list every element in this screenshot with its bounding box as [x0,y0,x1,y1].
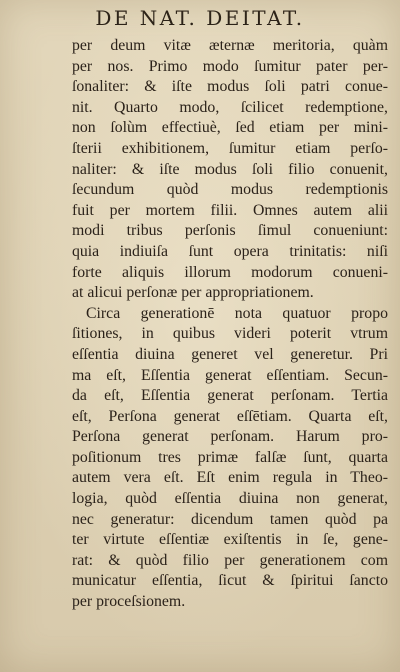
text-line: forte aliquis illorum modorum conueni- [72,263,388,281]
text-line: modi tribus perſonis ſimul conueniunt: [72,222,388,240]
text-line: ma eſt, Eſſentia generat eſſentiam. Secun- [72,366,388,384]
text-line: Perſona generat perſonam. Harum pro- [72,428,388,446]
text-line: per nos. Primo modo ſumitur pater per- [72,57,388,75]
text-line: logia, quòd eſſentia diuina non generat, [72,490,388,508]
text-line: fuit per mortem filii. Omnes autem alii [72,201,388,219]
text-line: ſterii exhibitionem, ſumitur etiam perſo- [72,139,388,157]
text-line: per deum vitæ æternæ meritoria, quàm [72,37,388,54]
text-line: non ſolùm effectiuè, ſed etiam per mini- [72,119,388,137]
body-text [72,36,388,613]
text-line: ſitiones, in quibus videri poterit vtrum [72,325,388,343]
paragraph-start-line: Circa generationē nota quatuor propo [86,304,388,322]
text-line: nit. Quarto modo, ſcilicet redemptione, [72,98,388,116]
running-head: DE NAT. DEITAT. [95,6,305,30]
text-line: poſitionum tres primæ falſæ ſunt, quarta [72,448,388,466]
text-line: nec generatur: dicendum tamen quòd pa [72,510,388,528]
text-line: quia indiuiſa ſunt opera trinitatis: niſi [72,242,388,260]
text-line: autem vera eſt. Eſt enim regula in Theo- [72,469,388,487]
text-line: ſonaliter: & iſte modus ſoli patri conue- [72,78,388,96]
text-line: ter virtute eſſentiæ exiſtentis in ſe, gene- [72,531,388,549]
paragraph-end-line: at alicui perſonæ per appropriationem. [72,284,314,302]
text-line: municatur eſſentia, ſicut & ſpiritui ſancto [72,572,388,590]
text-line: da eſt, Eſſentia generat perſonam. Tertia [72,387,388,405]
text-line: ſecundum quòd modus redemptionis [72,181,388,199]
text-line: rat: & quòd filio per generationem com [72,551,388,569]
text-line-last: per proceſsionem. [72,593,186,611]
text-line: naliter: & iſte modus ſoli filio conuenit, [72,160,388,178]
text-line: eſſentia diuina generet vel generetur. Pri [72,345,388,363]
text-line: eſt, Perſona generat eſſētiam. Quarta eſt, [72,407,388,425]
